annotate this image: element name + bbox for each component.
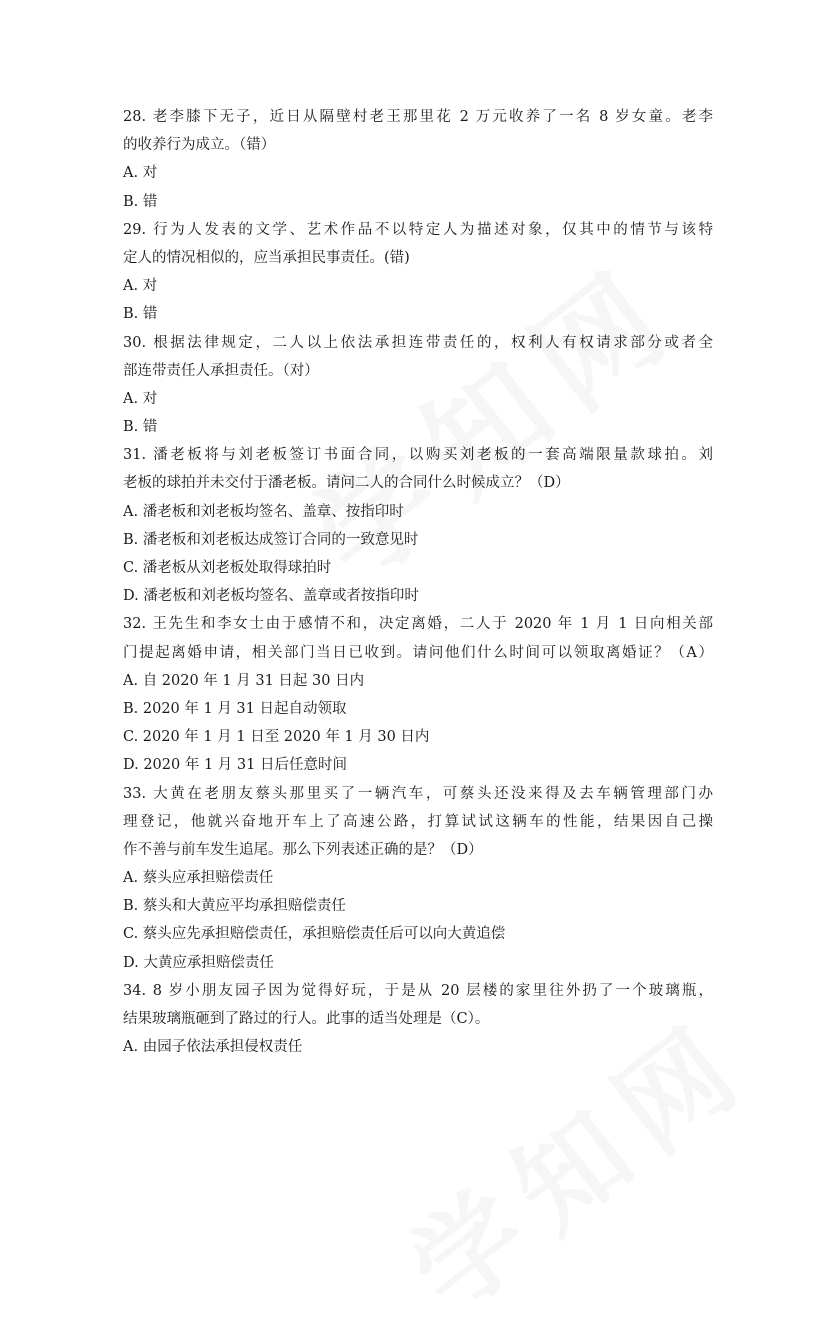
question-text: 32. 王先生和李女士由于感情不和，决定离婚，二人于 2020 年 1 月 1 日向相关部 (123, 616, 713, 633)
text-line: 结果玻璃瓶砸到了路过的行人。此事的适当处理是（C）。 (123, 1011, 490, 1027)
answer-option: D. 潘老板和刘老板均签名、盖章或者按指印时 (123, 588, 419, 605)
answer-option: A. 由园子依法承担侵权责任 (123, 1039, 303, 1056)
text-line: 老板的球拍并未交付于潘老板。请问二人的合同什么时候成立？（D） (123, 475, 570, 492)
question-text: 34. 8 岁小朋友园子因为觉得好玩，于是从 20 层楼的家里往外扔了一个玻璃瓶， (123, 982, 713, 999)
answer-option: A. 对 (123, 390, 158, 407)
answer-option: C. 潘老板从刘老板处取得球拍时 (123, 560, 332, 576)
question-text: 33. 大黄在老朋友蔡头那里买了一辆汽车，可蔡头还没来得及去车辆管理部门办 (123, 785, 713, 802)
text-line: 作不善与前车发生追尾。那么下列表述正确的是？（D） (123, 841, 483, 858)
question-text: 28. 老李膝下无子，近日从隔壁村老王那里花 2 万元收养了一名 8 岁女童。老李 (123, 109, 713, 125)
question-text: 29. 行为人发表的文学、艺术作品不以特定人为描述对象，仅其中的情节与该特 (123, 221, 713, 238)
text-line: 定人的情况相似的，应当承担民事责任。(错) (123, 249, 410, 266)
answer-option: A. 对 (123, 165, 158, 182)
answer-option: C. 蔡头应先承担赔偿责任，承担赔偿责任后可以向大黄追偿 (123, 926, 506, 943)
answer-option: B. 2020 年 1 月 31 日起自动领取 (123, 700, 347, 717)
answer-option: B. 潘老板和刘老板达成签订合同的一致意见时 (123, 531, 419, 548)
question-text: 30. 根据法律规定，二人以上依法承担连带责任的，权利人有权请求部分或者全 (123, 334, 713, 351)
answer-option: A. 潘老板和刘老板均签名、盖章、按指印时 (123, 503, 404, 520)
answer-option: C. 2020 年 1 月 1 日至 2020 年 1 月 30 日内 (123, 729, 430, 746)
text-line: 门提起离婚申请，相关部门当日已收到。请问他们什么时间可以领取离婚证？（A） (123, 644, 713, 661)
answer-option: D. 2020 年 1 月 31 日后任意时间 (123, 757, 347, 774)
answer-option: A. 蔡头应承担赔偿责任 (123, 870, 274, 887)
text-line: 部连带责任人承担责任。（对） (123, 362, 319, 379)
answer-option: B. 错 (123, 306, 158, 323)
answer-option: A. 对 (123, 278, 158, 295)
answer-option: B. 错 (123, 419, 158, 436)
answer-option: D. 大黄应承担赔偿责任 (123, 954, 274, 971)
answer-option: A. 自 2020 年 1 月 31 日起 30 日内 (123, 672, 365, 689)
question-text: 31. 潘老板将与刘老板签订书面合同，以购买刘老板的一套高端限量款球拍。刘 (123, 447, 713, 464)
text-line: 理登记，他就兴奋地开车上了高速公路，打算试试这辆车的性能，结果因自己操 (123, 813, 713, 830)
text-line: 的收养行为成立。（错） (123, 137, 276, 154)
document-body (123, 103, 713, 1061)
answer-option: B. 错 (123, 193, 158, 210)
answer-option: B. 蔡头和大黄应平均承担赔偿责任 (123, 898, 346, 915)
